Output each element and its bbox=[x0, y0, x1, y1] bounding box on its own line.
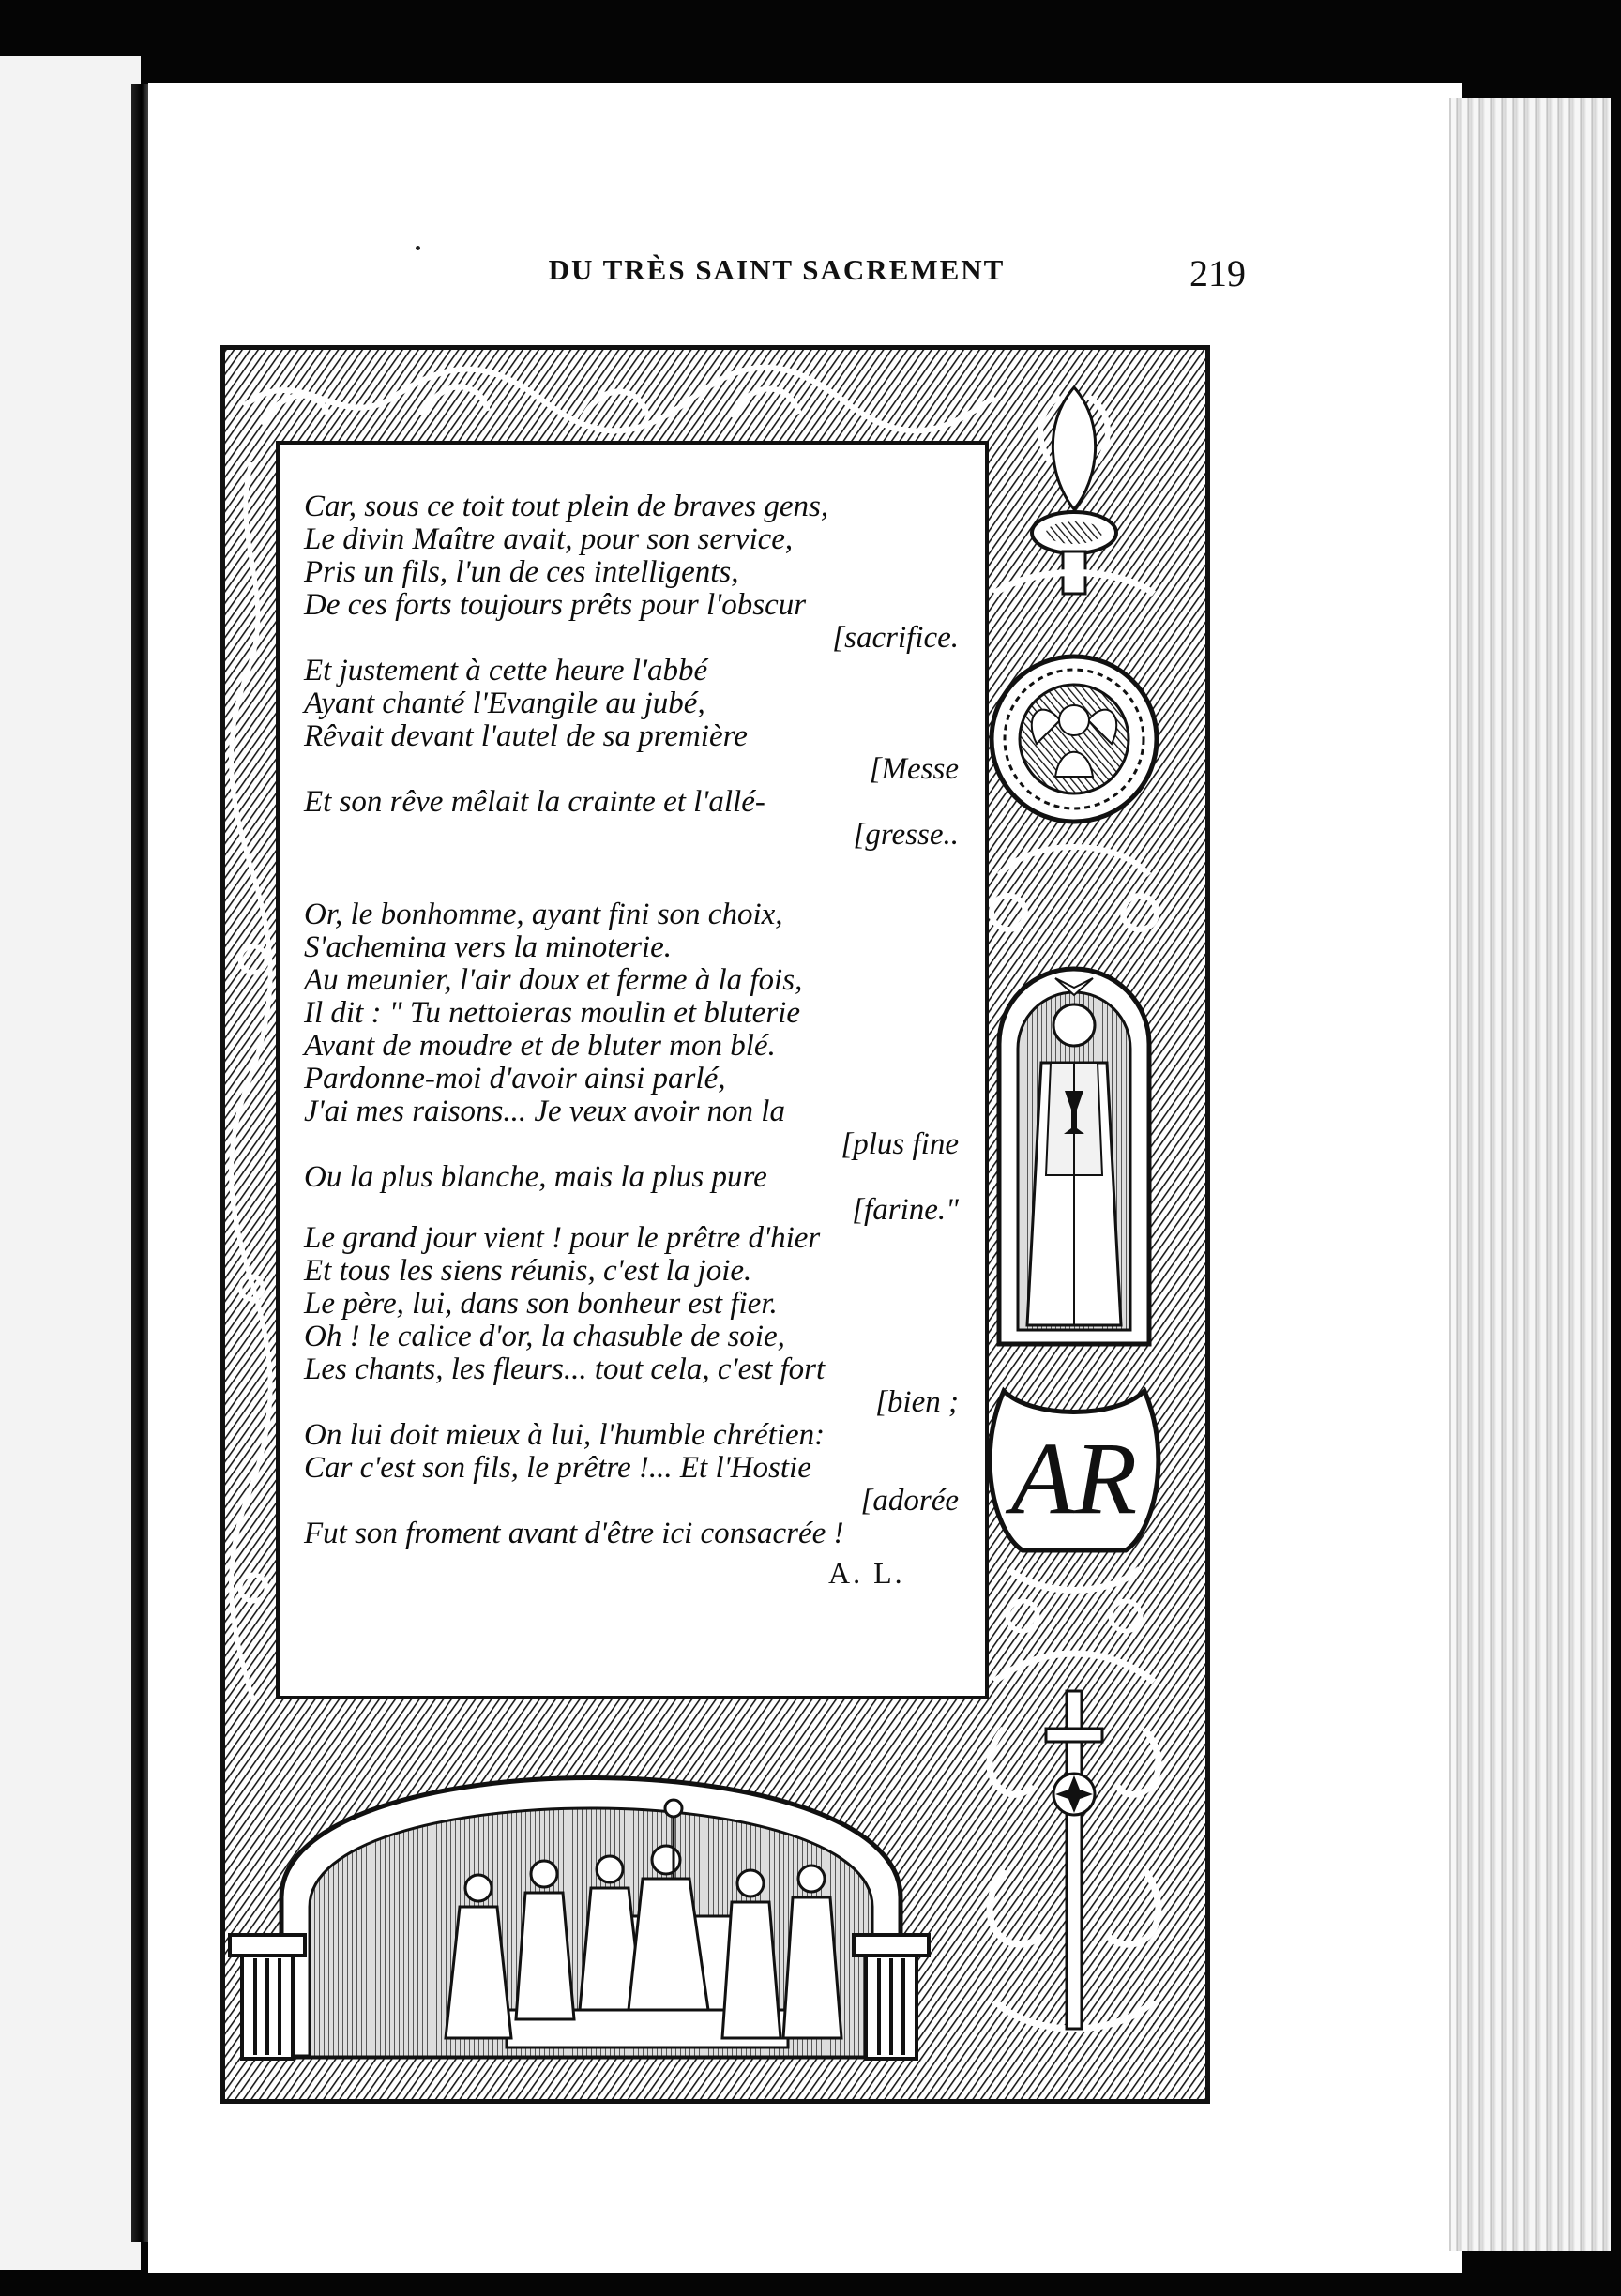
verse-line: Or, le bonhomme, ayant fini son choix, bbox=[304, 898, 783, 931]
verse-line: [adorée bbox=[860, 1484, 959, 1518]
engraved-frame bbox=[220, 345, 1210, 2104]
poem-text-panel bbox=[276, 441, 989, 1699]
verse-line: Oh ! le calice d'or, la chasuble de soie, bbox=[304, 1320, 785, 1353]
verse-line: Le divin Maître avait, pour son service, bbox=[304, 522, 794, 556]
verse-line: Au meunier, l'air doux et ferme à la fois, bbox=[304, 963, 803, 997]
verse-line: Avant de moudre et de bluter mon blé. bbox=[304, 1029, 776, 1063]
verse-line: Les chants, les fleurs... tout cela, c'est fort bbox=[304, 1352, 826, 1386]
verse-line: [plus fine bbox=[841, 1127, 959, 1161]
verse-line: Le grand jour vient ! pour le prêtre d'hier bbox=[304, 1221, 821, 1255]
verse-line: Et justement à cette heure l'abbé bbox=[304, 654, 708, 687]
verse-line: Rêvait devant l'autel de sa première bbox=[304, 719, 748, 753]
verse-line: Fut son froment avant d'être ici consacrée ! bbox=[304, 1517, 844, 1550]
ink-speck bbox=[416, 246, 420, 250]
verse-line: [Messe bbox=[869, 752, 959, 786]
verse-line: Ayant chanté l'Evangile au jubé, bbox=[304, 687, 705, 720]
verse-line: Il dit : " Tu nettoieras moulin et bluterie bbox=[304, 996, 800, 1030]
verse-line: De ces forts toujours prêts pour l'obscur bbox=[304, 588, 807, 622]
poem-signature: A. L. bbox=[828, 1556, 905, 1590]
verse-line: J'ai mes raisons... Je veux avoir non la bbox=[304, 1095, 785, 1128]
page-fore-edge bbox=[1449, 98, 1611, 2251]
verse-line: Car, sous ce toit tout plein de braves gens, bbox=[304, 490, 829, 523]
verse-line: [farine." bbox=[852, 1193, 959, 1227]
left-page-edge bbox=[0, 56, 141, 2270]
verse-line: [bien ; bbox=[875, 1385, 959, 1419]
verse-line: Et son rêve mêlait la crainte et l'allé- bbox=[304, 785, 765, 819]
running-head: DU TRÈS SAINT SACREMENT bbox=[548, 253, 1006, 286]
verse-line: S'achemina vers la minoterie. bbox=[304, 930, 672, 964]
verse-line: Pardonne-moi d'avoir ainsi parlé, bbox=[304, 1062, 726, 1095]
verse-line: [sacrifice. bbox=[832, 621, 959, 655]
verse-line: Car c'est son fils, le prêtre !... Et l'Hostie bbox=[304, 1451, 811, 1485]
verse-line: Pris un fils, l'un de ces intelligents, bbox=[304, 555, 739, 589]
verse-line: Et tous les siens réunis, c'est la joie. bbox=[304, 1254, 752, 1288]
verse-line: [gresse.. bbox=[853, 818, 959, 852]
verse-line: On lui doit mieux à lui, l'humble chrétien: bbox=[304, 1418, 826, 1452]
verse-line: Ou la plus blanche, mais la plus pure bbox=[304, 1160, 767, 1194]
book-gutter bbox=[131, 84, 148, 2242]
monogram-text: AR bbox=[1010, 1421, 1138, 1535]
page-number: 219 bbox=[1189, 252, 1246, 295]
verse-line: Le père, lui, dans son bonheur est fier. bbox=[304, 1287, 778, 1321]
